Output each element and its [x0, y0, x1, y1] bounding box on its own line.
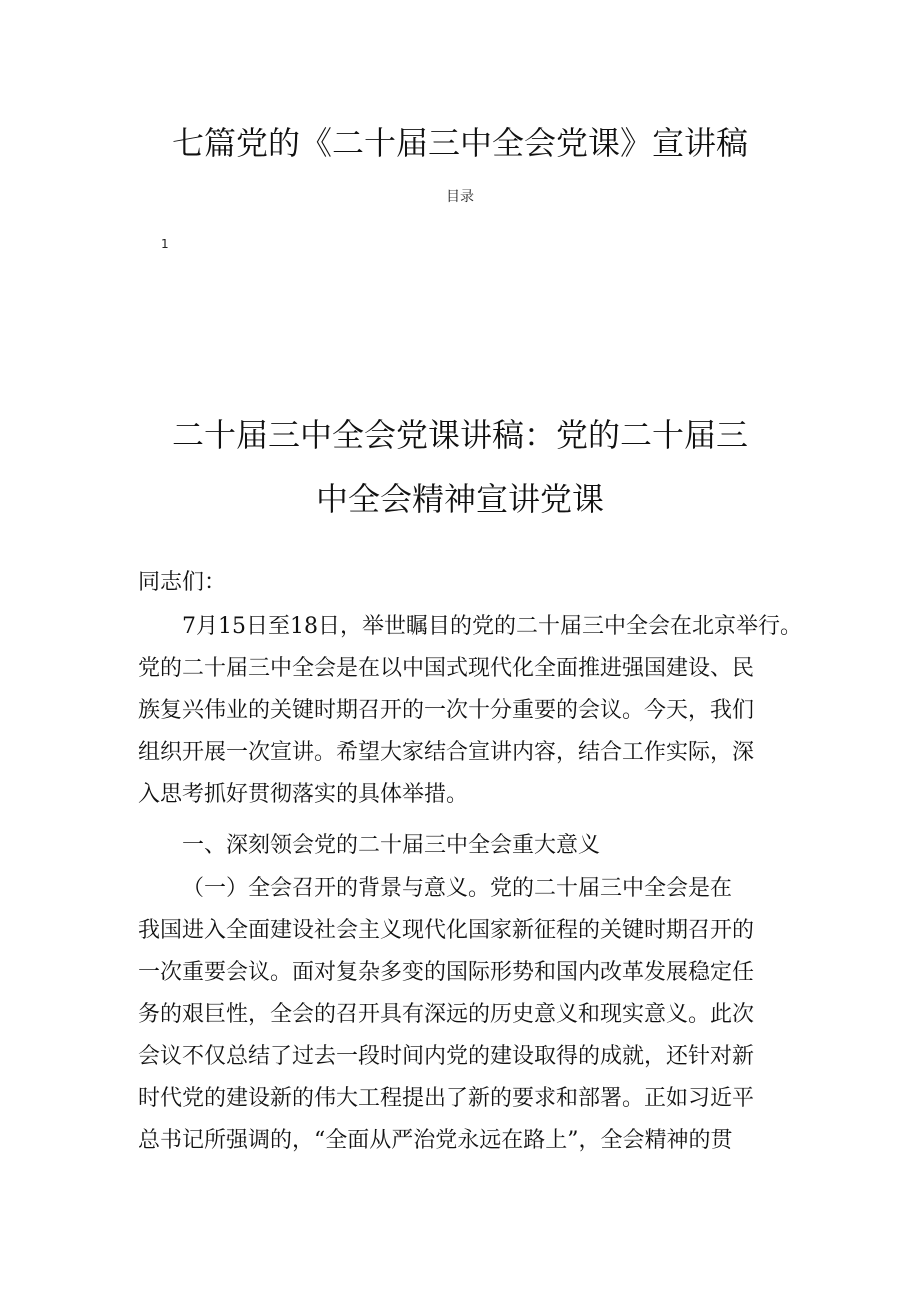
paragraph-line: 务的艰巨性，全会的召开具有深远的历史意义和现实意义。此次	[138, 1002, 755, 1027]
paragraph-line: 总书记所强调的，“全面从严治党永远在路上”，全会精神的贯	[138, 1128, 733, 1153]
article-title-line-1: 二十届三中全会党课讲稿：党的二十届三	[171, 416, 748, 454]
paragraph-line: 党的二十届三中全会是在以中国式现代化全面推进强国建设、民	[138, 656, 755, 681]
paragraph-intro	[138, 606, 802, 816]
paragraph-line: 会议不仅总结了过去一段时间内党的建设取得的成就，还针对新	[138, 1044, 755, 1069]
section-heading-1: 一、深刻领会党的二十届三中全会重大意义	[182, 833, 601, 858]
paragraph-line: 一次重要会议。面对复杂多变的国际形势和国内改革发展稳定任	[138, 960, 755, 985]
paragraph-line: 族复兴伟业的关键时期召开的一次十分重要的会议。今天，我们	[138, 698, 755, 723]
paragraph-section-1	[138, 868, 790, 1162]
document-title: 七篇党的《二十届三中全会党课》宣讲稿	[171, 124, 748, 162]
paragraph-line: 7月15日至18日，举世瞩目的党的二十届三中全会在北京举行。	[182, 614, 802, 639]
paragraph-line: 入思考抓好贯彻落实的具体举措。	[138, 782, 469, 807]
paragraph-line: 时代党的建设新的伟大工程提出了新的要求和部署。正如习近平	[138, 1086, 755, 1111]
paragraph-line: 我国进入全面建设社会主义现代化国家新征程的关键时期召开的	[138, 918, 755, 943]
paragraph-line: （一）全会召开的背景与意义。党的二十届三中全会是在	[182, 876, 733, 901]
paragraph-line: 组织开展一次宣讲。希望大家结合宣讲内容，结合工作实际，深	[138, 740, 755, 765]
article-title-line-2: 中全会精神宣讲党课	[315, 480, 604, 518]
salutation: 同志们：	[138, 570, 227, 595]
toc-label: 目录	[446, 189, 474, 205]
toc-entry[interactable]: 1	[161, 237, 169, 251]
